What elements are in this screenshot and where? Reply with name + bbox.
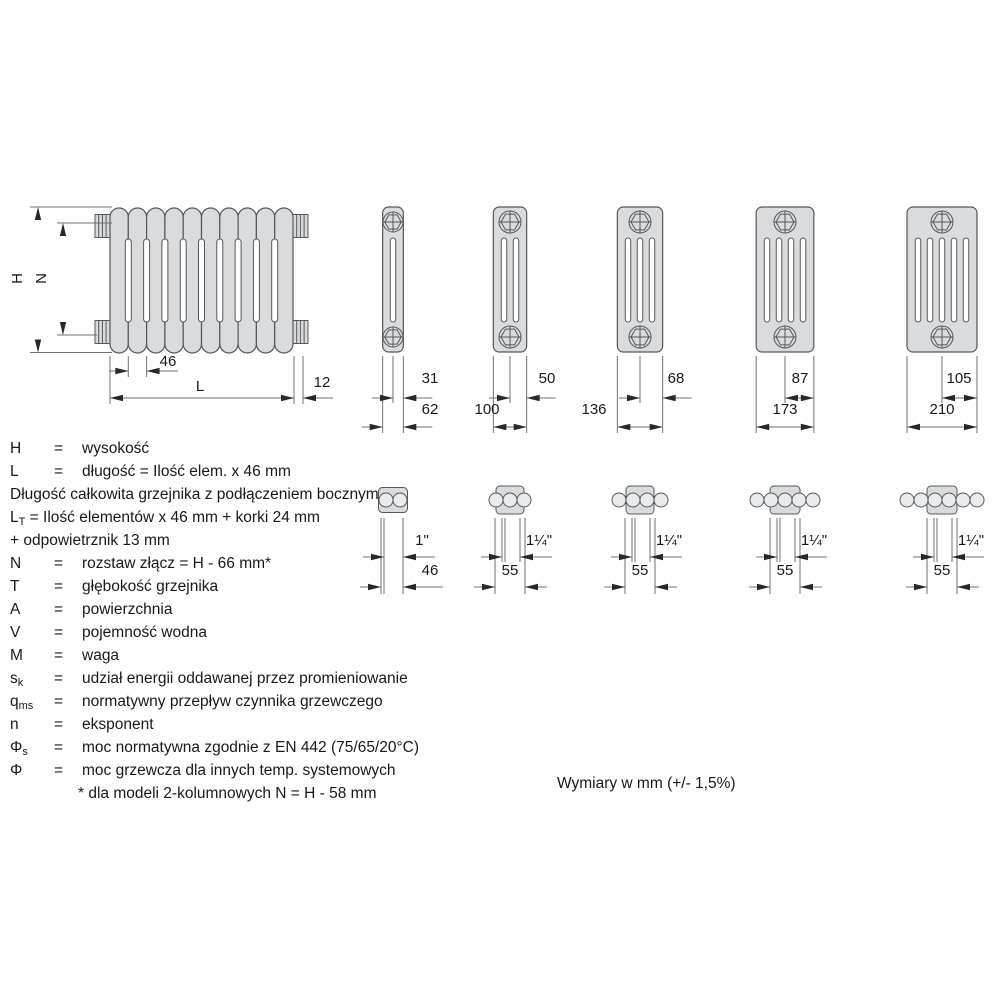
dim-label-half-depth: 105 (946, 370, 972, 387)
legend-symbol: q (10, 693, 19, 710)
dim-label-connection: 1¼" (800, 532, 828, 549)
dim-label-half-depth: 87 (791, 370, 809, 387)
legend-text: Długość całkowita grzejnika z podłączeniem bocznym (10, 486, 379, 503)
legend-text: waga (82, 647, 120, 664)
legend-row (10, 483, 550, 506)
dim-label-full-depth: 173 (772, 401, 798, 418)
element-cross-sections (383, 207, 977, 352)
dim-label-full-depth: 62 (421, 401, 439, 418)
dim-label-length: L (195, 378, 205, 395)
legend-row (10, 506, 550, 529)
dim-label-half-depth: 68 (667, 370, 685, 387)
legend-row (10, 690, 550, 713)
legend-row (10, 759, 550, 782)
equals-sign: = (54, 624, 64, 641)
dim-label-hub-pitch: 46 (421, 562, 439, 579)
legend-symbol: Φ (10, 762, 23, 779)
dim-label-half-depth: 31 (421, 370, 439, 387)
legend-text: pojemność wodna (82, 624, 207, 641)
equals-sign: = (54, 762, 64, 779)
dim-label-node-pitch: N (32, 273, 50, 284)
legend-symbol: s (10, 670, 18, 687)
legend-text: * dla modeli 2-kolumnowych N = H - 58 mm (78, 785, 377, 802)
front-view-radiator (95, 208, 308, 353)
legend-text: = Ilość elementów x 46 mm + korki 24 mm (29, 509, 320, 526)
legend-row (10, 460, 550, 483)
dim-label-connection: 1¼" (655, 532, 683, 549)
dim-label-element-pitch: 46 (159, 353, 177, 370)
legend-symbol: A (10, 601, 21, 618)
legend-row (10, 713, 550, 736)
equals-sign: = (54, 555, 64, 572)
legend-row (10, 437, 550, 460)
legend-text: rozstaw złącz = H - 66 mm* (82, 555, 272, 572)
dim-label-hub-pitch: 55 (631, 562, 649, 579)
equals-sign: = (54, 670, 64, 687)
dim-label-side: 12 (313, 374, 331, 391)
legend-text: + odpowietrznik 13 mm (10, 532, 170, 549)
dim-label-connection: 1" (415, 532, 429, 549)
legend-text: udział energii oddawanej przez promieniowanie (82, 670, 408, 687)
dim-label-hub-pitch: 55 (933, 562, 951, 579)
legend-symbol: V (10, 624, 21, 641)
legend-row (10, 621, 550, 644)
dim-label-full-depth: 136 (581, 401, 607, 418)
legend-symbol-sub: ms (18, 700, 34, 712)
equals-sign: = (54, 440, 64, 457)
legend-symbol: n (10, 716, 19, 733)
legend-row (10, 644, 550, 667)
legend-text: wysokość (82, 440, 150, 457)
dim-label-height: H (8, 273, 26, 284)
dim-label-full-depth: 210 (929, 401, 955, 418)
dim-label-hub-pitch: 55 (501, 562, 519, 579)
legend-symbol-sub: s (22, 746, 28, 758)
legend-symbol-sub: T (18, 516, 26, 528)
equals-sign: = (54, 716, 64, 733)
legend-row (10, 667, 550, 690)
legend-text: moc normatywna zgodnie z EN 442 (75/65/20°C) (82, 739, 420, 756)
dim-label-connection: 1¼" (525, 532, 553, 549)
legend-row (10, 736, 550, 759)
legend-symbol: M (10, 647, 23, 664)
legend-symbol: Φ (10, 739, 23, 756)
dim-label-hub-pitch: 55 (776, 562, 794, 579)
dim-label-connection: 1¼" (957, 532, 985, 549)
equals-sign: = (54, 647, 64, 664)
legend-row (10, 529, 553, 552)
equals-sign: = (54, 739, 64, 756)
equals-sign: = (54, 601, 64, 618)
dim-label-full-depth: 100 (474, 401, 500, 418)
equals-sign: = (54, 693, 64, 710)
equals-sign: = (54, 463, 64, 480)
legend-text: powierzchnia (82, 601, 173, 618)
legend-row (10, 598, 550, 621)
symbol-legend (10, 437, 553, 805)
legend-symbol-sub: k (17, 677, 24, 689)
legend-row (10, 575, 550, 598)
legend-symbol: L (10, 509, 19, 526)
legend-text: normatywny przepływ czynnika grzewczego (82, 693, 383, 710)
legend-row-footnote (10, 782, 550, 805)
cross-section-dimensions (362, 356, 977, 433)
equals-sign: = (54, 578, 64, 595)
legend-text: długość = Ilość elem. x 46 mm (82, 463, 291, 480)
legend-symbol: T (10, 578, 20, 595)
legend-symbol: N (10, 555, 22, 572)
legend-text: głębokość grzejnika (82, 578, 219, 595)
legend-text: moc grzewcza dla innych temp. systemowych (82, 762, 396, 779)
legend-text: eksponent (82, 716, 154, 733)
dim-label-half-depth: 50 (538, 370, 556, 387)
legend-row (10, 552, 550, 575)
dimensions-tolerance-note: Wymiary w mm (+/- 1,5%) (557, 775, 736, 792)
legend-symbol: L (10, 463, 19, 480)
legend-symbol: H (10, 440, 22, 457)
